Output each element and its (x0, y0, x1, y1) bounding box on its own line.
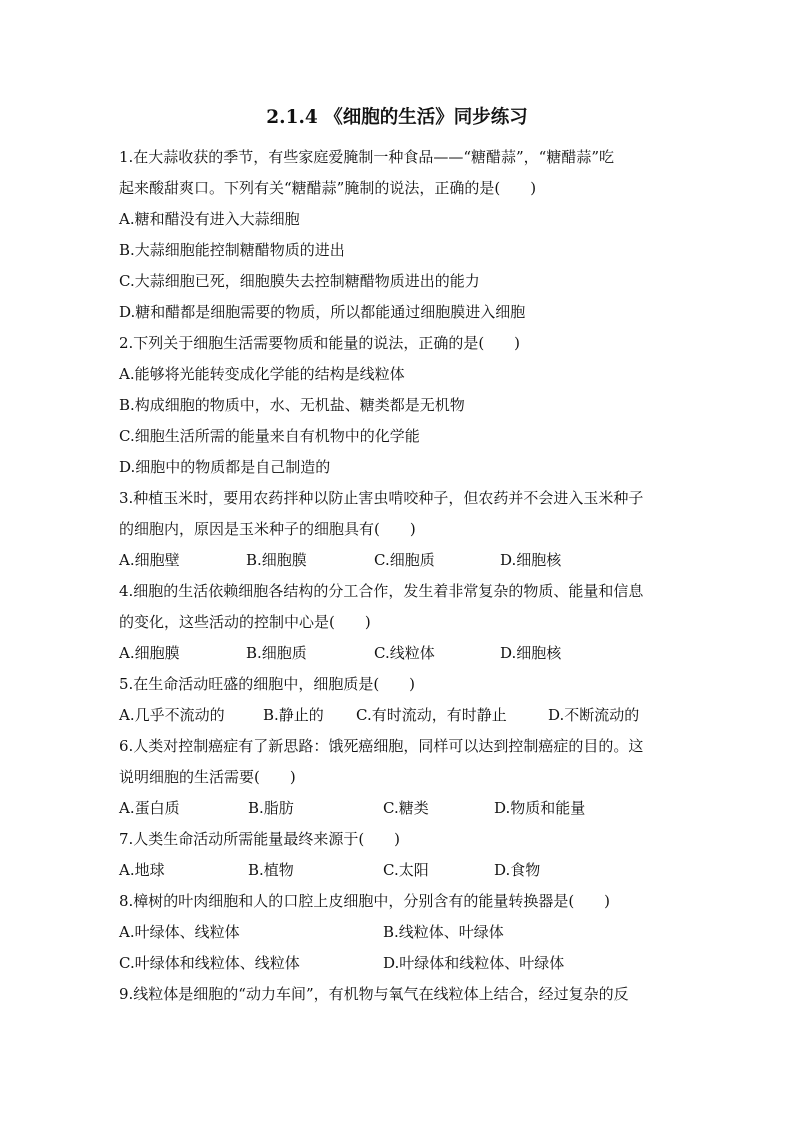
question-5-option-b: B.静止的 (263, 706, 324, 724)
question-3-options (119, 545, 679, 576)
question-6 (119, 731, 679, 824)
question-2-option-c: C.细胞生活所需的能量来自有机物中的化学能 (119, 427, 420, 445)
question-2-option-d: D.细胞中的物质都是自己制造的 (119, 458, 331, 476)
question-5-option-a: A.几乎不流动的 (119, 706, 225, 724)
question-4-option-b: B.细胞质 (246, 644, 307, 662)
question-4-option-c: C.线粒体 (374, 644, 435, 662)
question-2 (119, 328, 679, 483)
question-8-option-a: A.叶绿体、线粒体 (119, 923, 240, 941)
question-1-option-a: A.糖和醋没有进入大蒜细胞 (119, 210, 300, 228)
question-7 (119, 824, 679, 886)
question-5-options (119, 700, 679, 731)
question-3-option-b: B.细胞膜 (246, 551, 307, 569)
question-8 (119, 886, 679, 979)
question-5-option-c: C.有时流动，有时静止 (356, 706, 507, 724)
question-3-option-a: A.细胞壁 (119, 551, 180, 569)
question-1-option-b: B.大蒜细胞能控制糖醋物质的进出 (119, 241, 345, 259)
question-4-option-d: D.细胞核 (500, 644, 562, 662)
question-4 (119, 576, 679, 669)
question-9 (119, 979, 679, 1010)
question-7-options (119, 855, 679, 886)
question-6-option-d: D.物质和能量 (494, 799, 586, 817)
question-8-option-c: C.叶绿体和线粒体、线粒体 (119, 954, 300, 972)
page-title: 2.1.4 《细胞的生活》同步练习 (266, 107, 528, 128)
question-8-option-d: D.叶绿体和线粒体、叶绿体 (383, 954, 565, 972)
question-6-option-c: C.糖类 (383, 799, 429, 817)
question-8-stem-line-1: 8.樟树的叶肉细胞和人的口腔上皮细胞中，分别含有的能量转换器是( ) (119, 892, 611, 910)
question-6-stem-line-1: 6.人类对控制癌症有了新思路：饿死癌细胞，同样可以达到控制癌症的目的。这 (119, 737, 644, 755)
question-8-options-row-1 (119, 917, 679, 948)
question-8-options-row-2 (119, 948, 679, 979)
question-2-option-a: A.能够将光能转变成化学能的结构是线粒体 (119, 365, 405, 383)
question-5-stem-line-1: 5.在生命活动旺盛的细胞中，细胞质是( ) (119, 675, 416, 693)
question-1-stem-line-1: 1.在大蒜收获的季节，有些家庭爱腌制一种食品——“糖醋蒜”，“糖醋蒜”吃 (119, 148, 614, 166)
question-1-option-c: C.大蒜细胞已死，细胞膜失去控制糖醋物质进出的能力 (119, 272, 480, 290)
question-1 (119, 142, 679, 328)
question-7-option-a: A.地球 (119, 861, 165, 879)
question-3-stem-line-1: 3.种植玉米时，要用农药拌种以防止害虫啃咬种子，但农药并不会进入玉米种子 (119, 489, 644, 507)
question-2-option-b: B.构成细胞的物质中，水、无机盐、糖类都是无机物 (119, 396, 465, 414)
question-6-option-b: B.脂肪 (248, 799, 294, 817)
question-8-option-b: B.线粒体、叶绿体 (383, 923, 504, 941)
question-3-option-d: D.细胞核 (500, 551, 562, 569)
question-6-options (119, 793, 679, 824)
question-7-option-b: B.植物 (248, 861, 294, 879)
question-4-options (119, 638, 679, 669)
question-3-stem-line-2: 的细胞内，原因是玉米种子的细胞具有( ) (119, 520, 416, 538)
question-list (119, 142, 679, 1010)
question-5-option-d: D.不断流动的 (548, 706, 640, 724)
question-5 (119, 669, 679, 731)
question-1-option-d: D.糖和醋都是细胞需要的物质，所以都能通过细胞膜进入细胞 (119, 303, 526, 321)
question-6-option-a: A.蛋白质 (119, 799, 180, 817)
question-7-stem-line-1: 7.人类生命活动所需能量最终来源于( ) (119, 830, 401, 848)
question-3 (119, 483, 679, 576)
question-6-stem-line-2: 说明细胞的生活需要( ) (119, 768, 296, 786)
question-1-stem-line-2: 起来酸甜爽口。下列有关“糖醋蒜”腌制的说法，正确的是( ) (119, 179, 537, 197)
question-3-option-c: C.细胞质 (374, 551, 435, 569)
question-4-stem-line-1: 4.细胞的生活依赖细胞各结构的分工合作，发生着非常复杂的物质、能量和信息 (119, 582, 644, 600)
question-7-option-c: C.太阳 (383, 861, 429, 879)
question-9-stem-line-1: 9.线粒体是细胞的“动力车间”，有机物与氧气在线粒体上结合，经过复杂的反 (119, 985, 629, 1003)
question-4-stem-line-2: 的变化，这些活动的控制中心是( ) (119, 613, 371, 631)
question-2-stem-line-1: 2.下列关于细胞生活需要物质和能量的说法，正确的是( ) (119, 334, 521, 352)
question-4-option-a: A.细胞膜 (119, 644, 180, 662)
question-7-option-d: D.食物 (494, 861, 541, 879)
